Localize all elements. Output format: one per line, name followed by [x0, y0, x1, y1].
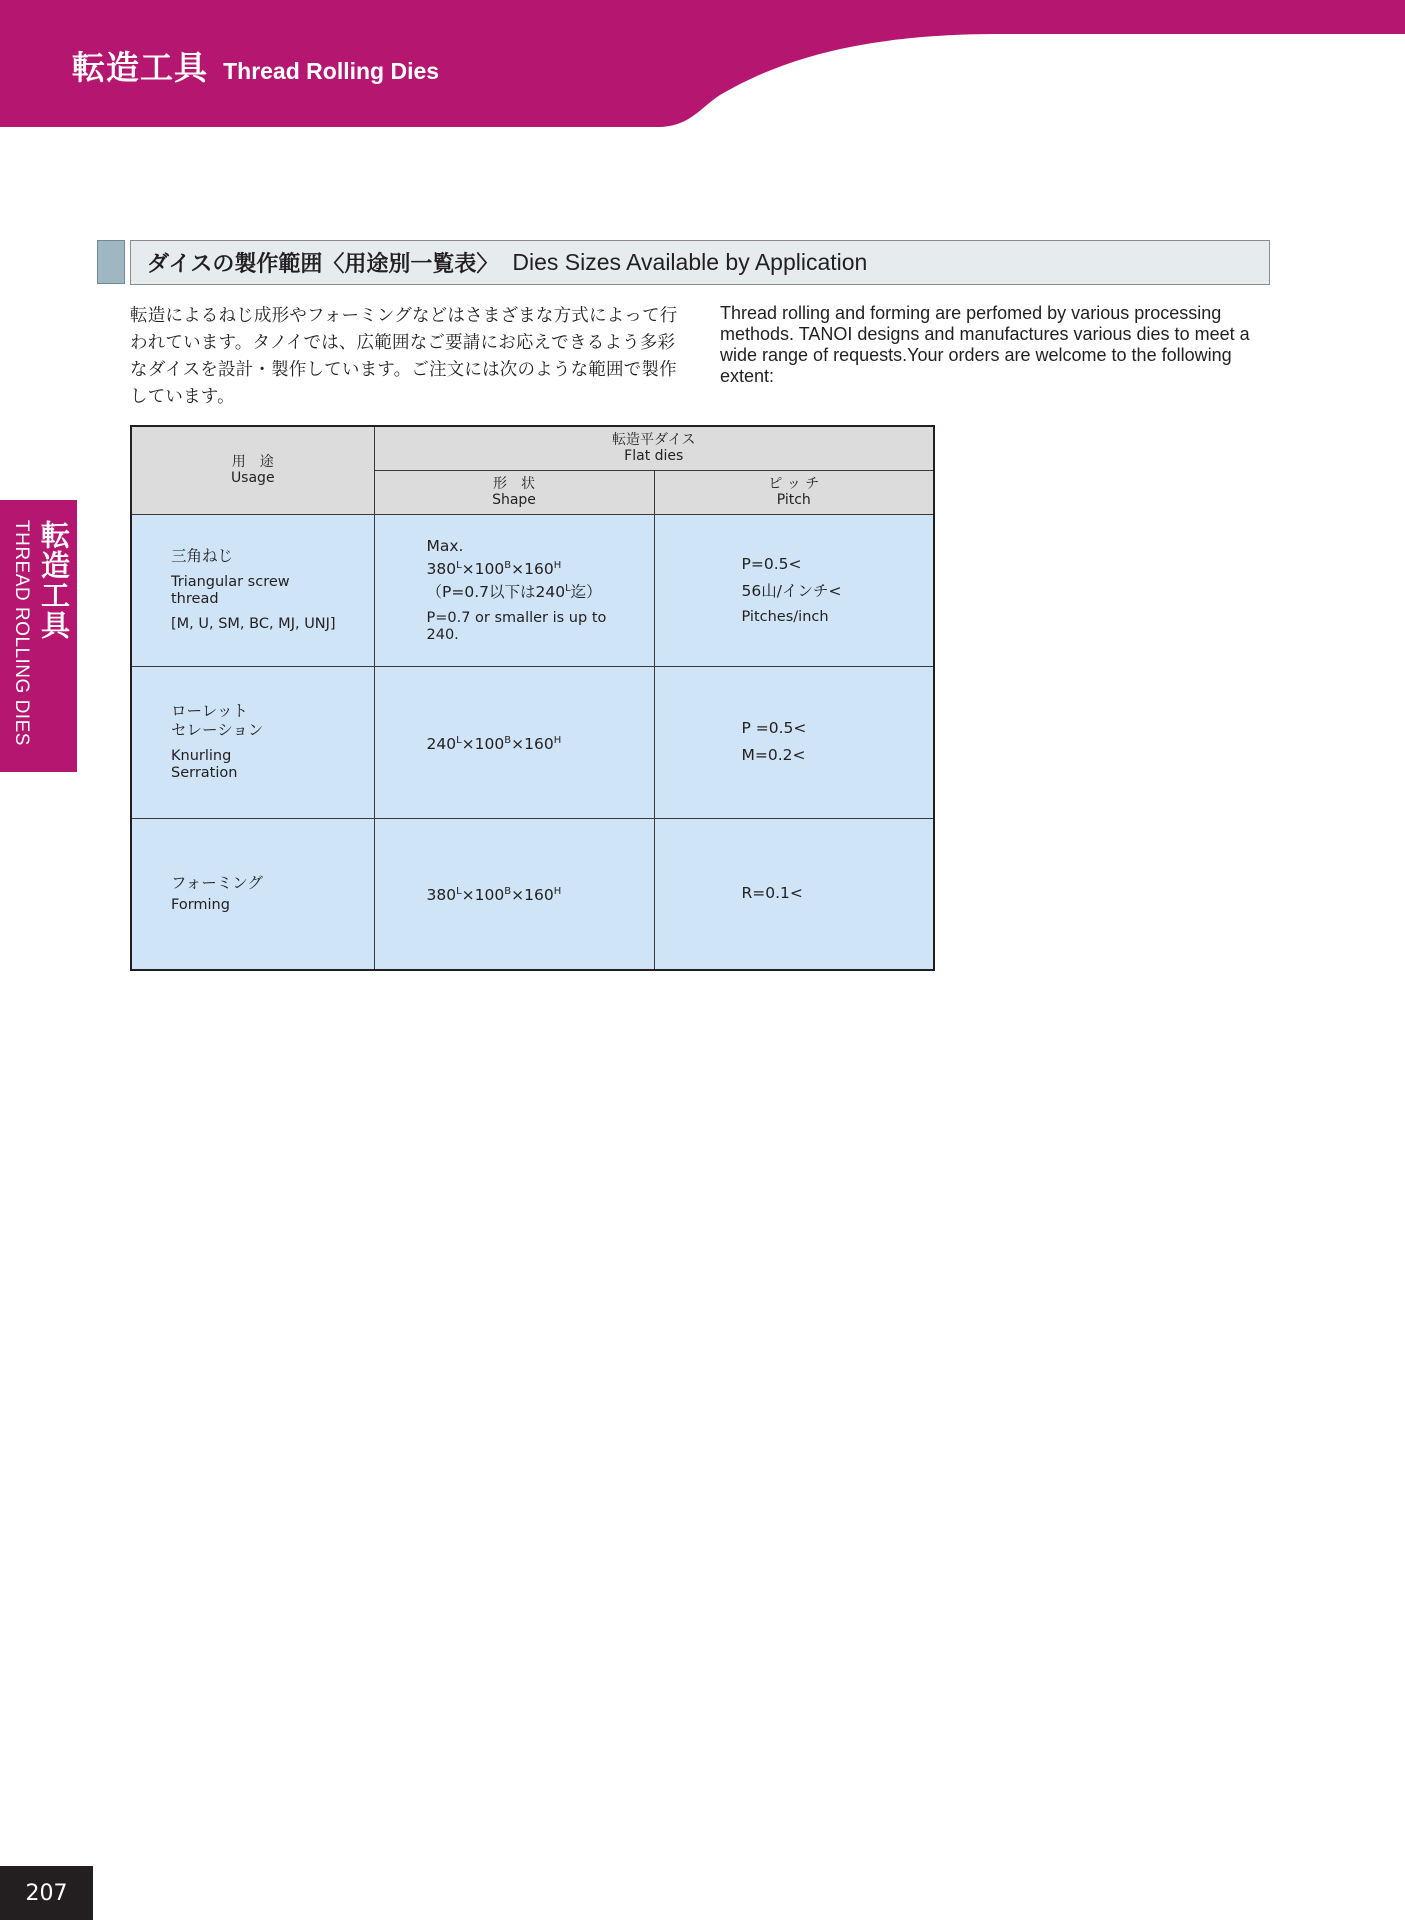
pitch-line1: P=0.5< [741, 554, 802, 573]
usage-jp: フォーミング [171, 873, 263, 892]
page-number: 207 [0, 1866, 93, 1920]
header-usage-jp: 用 途 [231, 454, 274, 471]
usage-en: Forming [171, 896, 230, 913]
pitch-line1: R=0.1< [741, 884, 803, 903]
header-group-en: Flat dies [624, 448, 684, 465]
shape-cell [374, 666, 654, 818]
intro-text-jp: 転造によるねじ成形やフォーミングなどはさまざまな方式によって行われています。タノイでは、広範囲なご要請にお応えできるよう多彩なダイスを設計・製作しています。ご注文には次のような範囲で製作しています。 [130, 306, 678, 407]
header-shape-jp: 形 状 [493, 476, 535, 492]
header-pitch [654, 470, 934, 514]
usage-jp-line2: セレーション [171, 721, 264, 739]
header-shape-en: Shape [492, 492, 536, 508]
usage-en-line1: Knurling [171, 748, 232, 764]
shape-cell [374, 818, 654, 970]
usage-codes: [M, U, SM, BC, MJ, UNJ] [171, 616, 336, 632]
header-pitch-en: Pitch [776, 492, 811, 508]
table-row [131, 666, 934, 818]
usage-jp-line1: ローレット [171, 702, 249, 720]
shape-note-jp: （P=0.7以下は$240^L$迄） [426, 582, 602, 601]
header-title [72, 42, 439, 89]
side-tab-en: THREAD ROLLING DIES [11, 520, 32, 746]
table-row [131, 514, 934, 666]
header-usage [131, 426, 374, 514]
pitch-line3: Pitches/inch [741, 608, 829, 625]
pitch-line2: M=0.2< [741, 746, 806, 764]
shape-note-en: P=0.7 or smaller is up to 240. [426, 609, 607, 643]
header-title-jp: 転造工具 [72, 48, 208, 87]
header-pitch-jp: ピ ッ チ [768, 476, 820, 492]
usage-cell [131, 514, 374, 666]
usage-en-line2: Serration [171, 765, 238, 781]
shape-prefix: Max. [426, 536, 464, 555]
header-group-jp: 転造平ダイス [611, 432, 696, 449]
pitch-line1: P =0.5< [741, 719, 807, 737]
usage-cell [131, 818, 374, 970]
shape-dimensions: $240^L\times 100^B\times 160^H$ [426, 734, 562, 753]
section-marker [97, 240, 125, 284]
table-row [131, 818, 934, 970]
pitch-line2: 56山/インチ< [741, 581, 842, 600]
shape-dimensions: $380^L\times 100^B\times 160^H$ [426, 886, 562, 905]
side-tab-jp: 転造工具 [37, 520, 71, 640]
pitch-cell [654, 514, 934, 666]
usage-en-line2: thread [171, 591, 219, 607]
application-table [130, 425, 935, 971]
shape-cell [374, 514, 654, 666]
section-title-en: Dies Sizes Available by Application [512, 249, 868, 275]
shape-dimensions: $380^L\times 100^B\times 160^H$ [426, 559, 562, 578]
usage-cell [131, 666, 374, 818]
side-tab [0, 500, 77, 772]
header-usage-en: Usage [230, 470, 275, 487]
intro-text-en: Thread rolling and forming are perfomed by various processing methods. TANOI designs and manufactures various dies to meet a wide range of requests.Your orders are welcome to the following extent: [720, 303, 1250, 386]
usage-en-line1: Triangular screw [171, 574, 290, 590]
section-heading [130, 240, 1270, 285]
header-shape [374, 470, 654, 514]
header-flat-dies [374, 426, 934, 470]
pitch-cell [654, 666, 934, 818]
header-title-en: Thread Rolling Dies [223, 58, 440, 84]
section-title-jp: ダイスの製作範囲〈用途別一覧表〉 [147, 252, 499, 277]
usage-jp: 三角ねじ [171, 547, 234, 565]
pitch-cell [654, 818, 934, 970]
